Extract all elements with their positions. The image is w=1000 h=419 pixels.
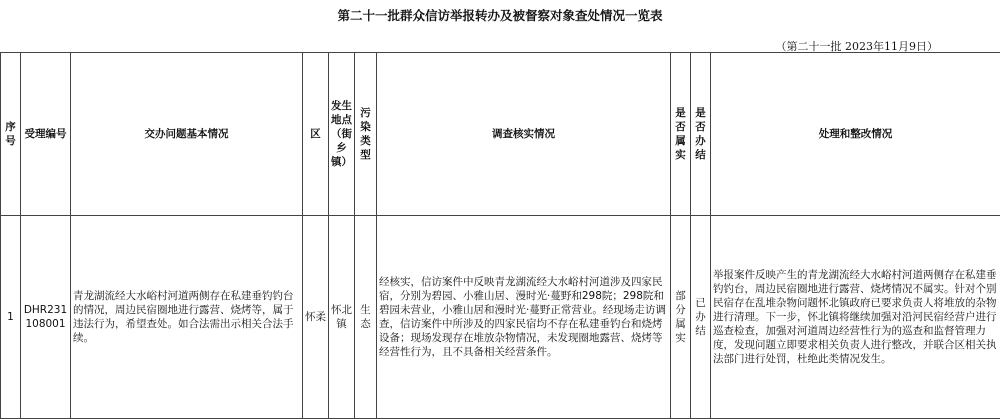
- header-is-closed: 是否办结: [691, 53, 711, 216]
- header-is-true: 是否属实: [671, 53, 691, 216]
- header-seq: 序号: [1, 53, 21, 216]
- cell-problem: 青龙湖流经大水峪村河道两侧存在私建垂钓钓台的情况，周边民宿圈地进行露营、烧烤等，属于违法行为，希望查处。如合法需出示相关合法手续。: [71, 216, 303, 419]
- cell-district: 怀柔: [303, 216, 329, 419]
- batch-date-note: （第二十一批 2023年11月9日）: [776, 38, 939, 54]
- header-pollution-type: 污染类型: [355, 53, 377, 216]
- cell-seq: 1: [1, 216, 21, 419]
- cell-location: 怀北镇: [329, 216, 355, 419]
- header-problem: 交办问题基本情况: [71, 53, 303, 216]
- cases-table: [0, 52, 1000, 419]
- cell-is-closed: 已办结: [691, 216, 711, 419]
- header-district: 区: [303, 53, 329, 216]
- cell-is-true: 部分属实: [671, 216, 691, 419]
- cell-investigation: 经核实，信访案件中反映青龙湖流经大水峪村河道涉及四家民宿，分别为碧园、小雅山居、漫时光·蔓野和298院；298院和碧园未营业，小雅山居和漫时光·蔓野正常营业。经现场走访调查，信访案件中所涉及的四家民宿均不存在私建垂钓台和烧烤设备；现场发现存在堆放杂物情况，未发现圈地露营、烧烤等经营性行为，且不具备相关经营条件。: [377, 216, 671, 419]
- table-row: [1, 216, 1000, 419]
- cell-pollution-type: 生态: [355, 216, 377, 419]
- header-handling: 处理和整改情况: [711, 53, 1000, 216]
- header-receipt-no: 受理编号: [21, 53, 71, 216]
- header-investigation: 调查核实情况: [377, 53, 671, 216]
- header-location: 发生地点（街乡镇）: [329, 53, 355, 216]
- cell-receipt-no: DHR231108001: [21, 216, 71, 419]
- page-title: 第二十一批群众信访举报转办及被督察对象查处情况一览表: [0, 6, 1000, 24]
- table-header-row: [1, 53, 1000, 216]
- cell-handling: 举报案件反映产生的青龙湖流经大水峪村河道两侧存在私建垂钓钓台，周边民宿圈地进行露营、烧烤情况不属实。针对个别民宿存在乱堆杂物问题怀北镇政府已要求负责人将堆放的杂物进行清理。下一步，怀北镇将继续加强对沿河民宿经营户进行巡查检查，加强对河道周边经营性行为的巡查和监督管理力度，发现问题立即要求相关负责人进行整改，并联合区相关执法部门进行处罚，杜绝此类情况发生。: [711, 216, 1000, 419]
